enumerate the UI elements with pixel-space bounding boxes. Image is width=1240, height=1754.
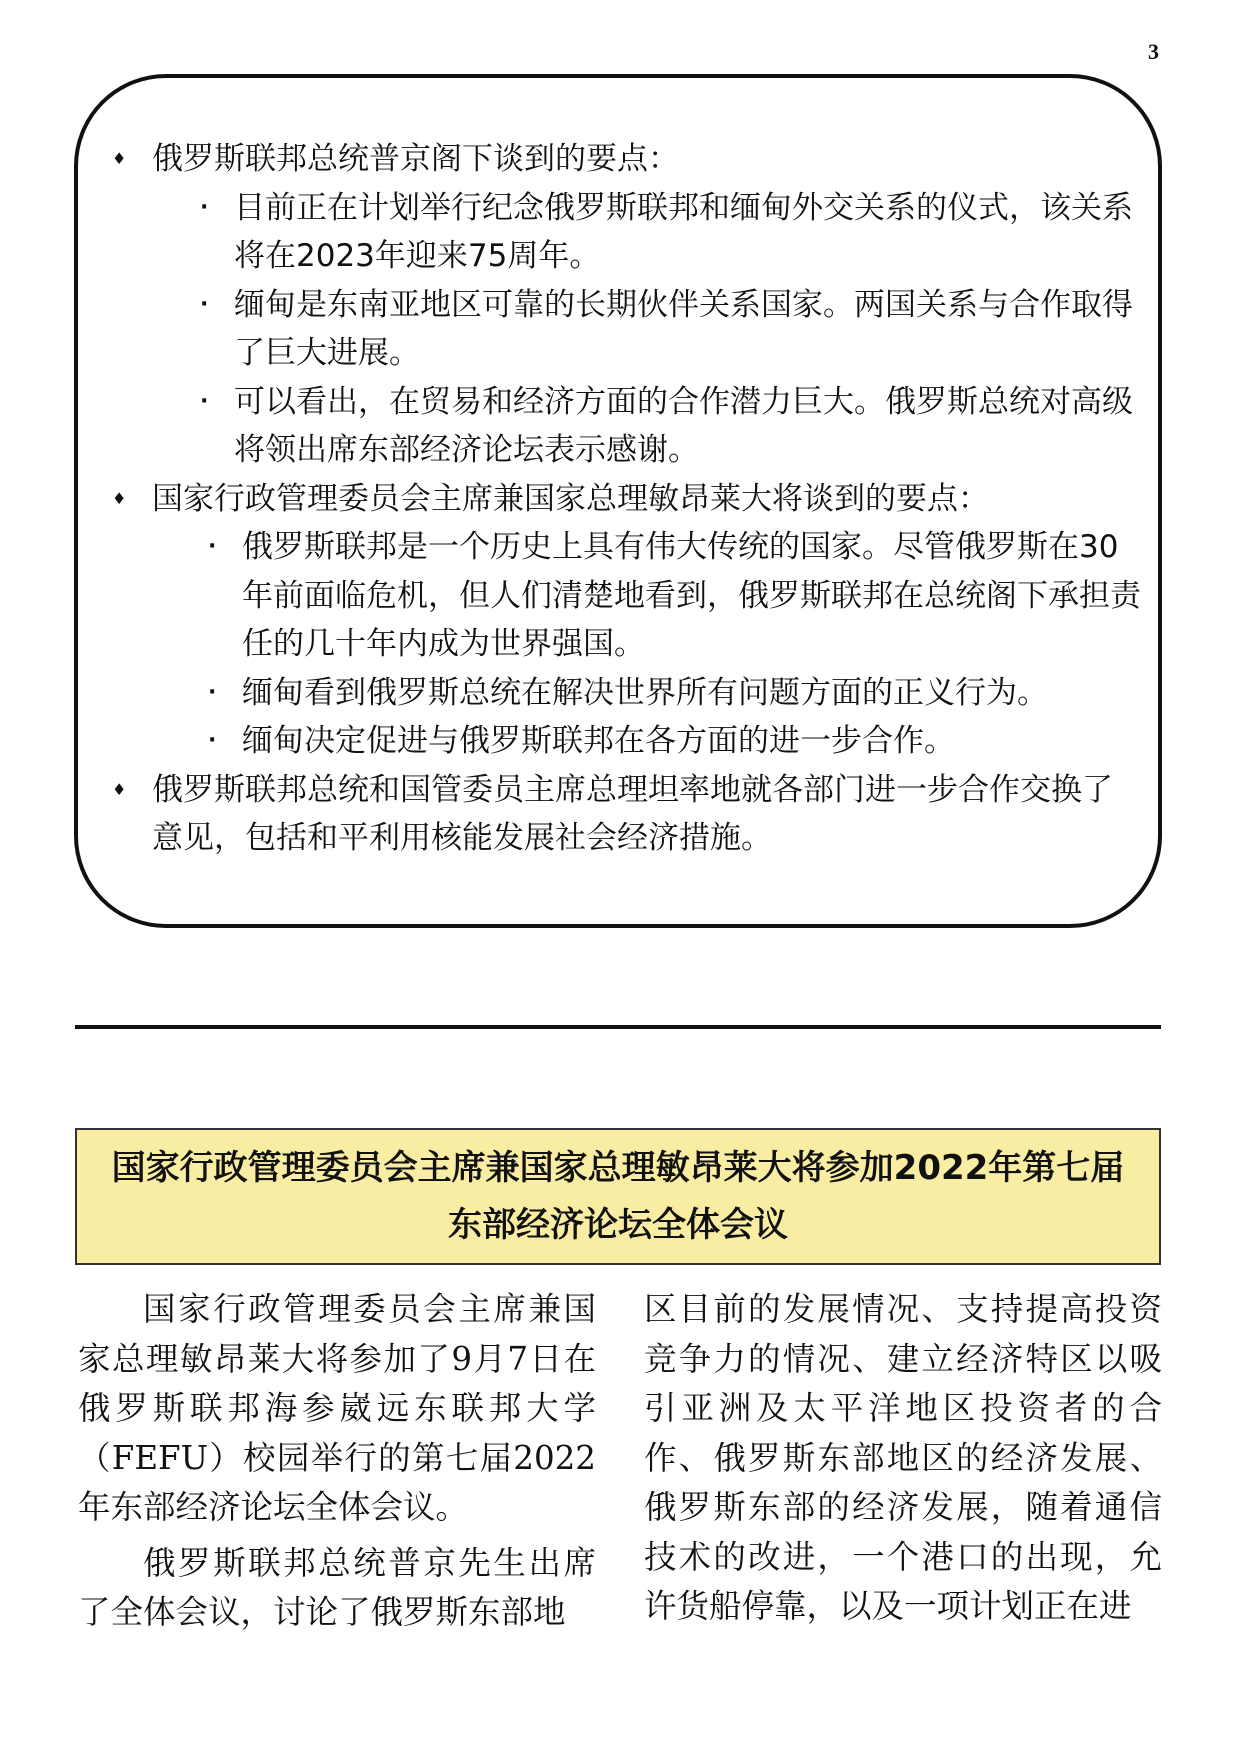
article-column-right <box>644 1285 1162 1638</box>
dot-bullet-icon: · <box>200 291 209 317</box>
dot-bullet-icon: · <box>200 388 209 414</box>
article-paragraph: 俄罗斯联邦总统普京先生出席了全体会议，讨论了俄罗斯东部地 <box>78 1543 596 1631</box>
point-text: 俄罗斯联邦是一个历史上具有伟大传统的国家。尽管俄罗斯在30年前面临危机，但人们清楚地看到，俄罗斯联邦在总统阁下承担责任的几十年内成为世界强国。 <box>242 529 1141 662</box>
summary-section-putin <box>112 135 1142 475</box>
point-text: 目前正在计划举行纪念俄罗斯联邦和缅甸外交关系的仪式，该关系将在2023年迎来75周年。 <box>234 189 1133 274</box>
point-text: 缅甸看到俄罗斯总统在解决世界所有问题方面的正义行为。 <box>242 674 1048 711</box>
summary-section-joint <box>112 766 1142 863</box>
summary-section-min-aung-hlaing <box>112 475 1142 766</box>
point-text: 缅甸决定促进与俄罗斯联邦在各方面的进一步合作。 <box>242 723 955 759</box>
dot-bullet-icon: · <box>208 728 217 753</box>
section-heading: 俄罗斯联邦总统普京阁下谈到的要点： <box>152 141 679 177</box>
article-paragraph-continued: 区目前的发展情况、支持提高投资竞争力的情况、建立经济特区以吸引亚洲及太平洋地区投资者的合作、俄罗斯东部地区的经济发展、俄罗斯东部的经济发展，随着通信技术的改进，一个港口的出现，允许货船停靠，以及一项计划正在进 <box>644 1290 1162 1625</box>
diamond-bullet-icon: ♦ <box>112 779 127 799</box>
list-item <box>152 523 1142 669</box>
section-divider <box>75 1025 1161 1029</box>
dot-bullet-icon: · <box>208 534 217 559</box>
point-list <box>152 184 1142 475</box>
page-number: 3 <box>1148 39 1159 64</box>
list-item <box>152 184 1142 281</box>
article-title-box <box>75 1128 1161 1265</box>
list-item <box>152 281 1142 378</box>
dot-bullet-icon: · <box>200 194 209 220</box>
point-text: 可以看出，在贸易和经济方面的合作潜力巨大。俄罗斯总统对高级将领出席东部经济论坛表示感谢。 <box>234 383 1133 468</box>
section-heading: 国家行政管理委员会主席兼国家总理敏昂莱大将谈到的要点： <box>152 480 989 517</box>
article-paragraph: 国家行政管理委员会主席兼国家总理敏昂莱大将参加了9月7日在俄罗斯联邦海参崴远东联邦大学（FEFU）校园举行的第七届2022年东部经济论坛全体会议。 <box>78 1290 596 1526</box>
summary-list <box>112 135 1142 863</box>
point-list <box>152 523 1142 766</box>
list-item <box>152 669 1142 718</box>
list-item <box>152 717 1142 766</box>
article-column-left <box>78 1285 596 1644</box>
point-text: 缅甸是东南亚地区可靠的长期伙伴关系国家。两国关系与合作取得了巨大进展。 <box>234 286 1133 371</box>
article-title: 国家行政管理委员会主席兼国家总理敏昂莱大将参加2022年第七届东部经济论坛全体会议 <box>111 1147 1125 1245</box>
dot-bullet-icon: · <box>208 679 217 705</box>
list-item <box>152 378 1142 475</box>
diamond-bullet-icon: ♦ <box>112 488 127 508</box>
diamond-bullet-icon: ♦ <box>112 149 127 168</box>
section-heading: 俄罗斯联邦总统和国管委员主席总理坦率地就各部门进一步合作交换了意见，包括和平利用核能发展社会经济措施。 <box>152 771 1113 856</box>
